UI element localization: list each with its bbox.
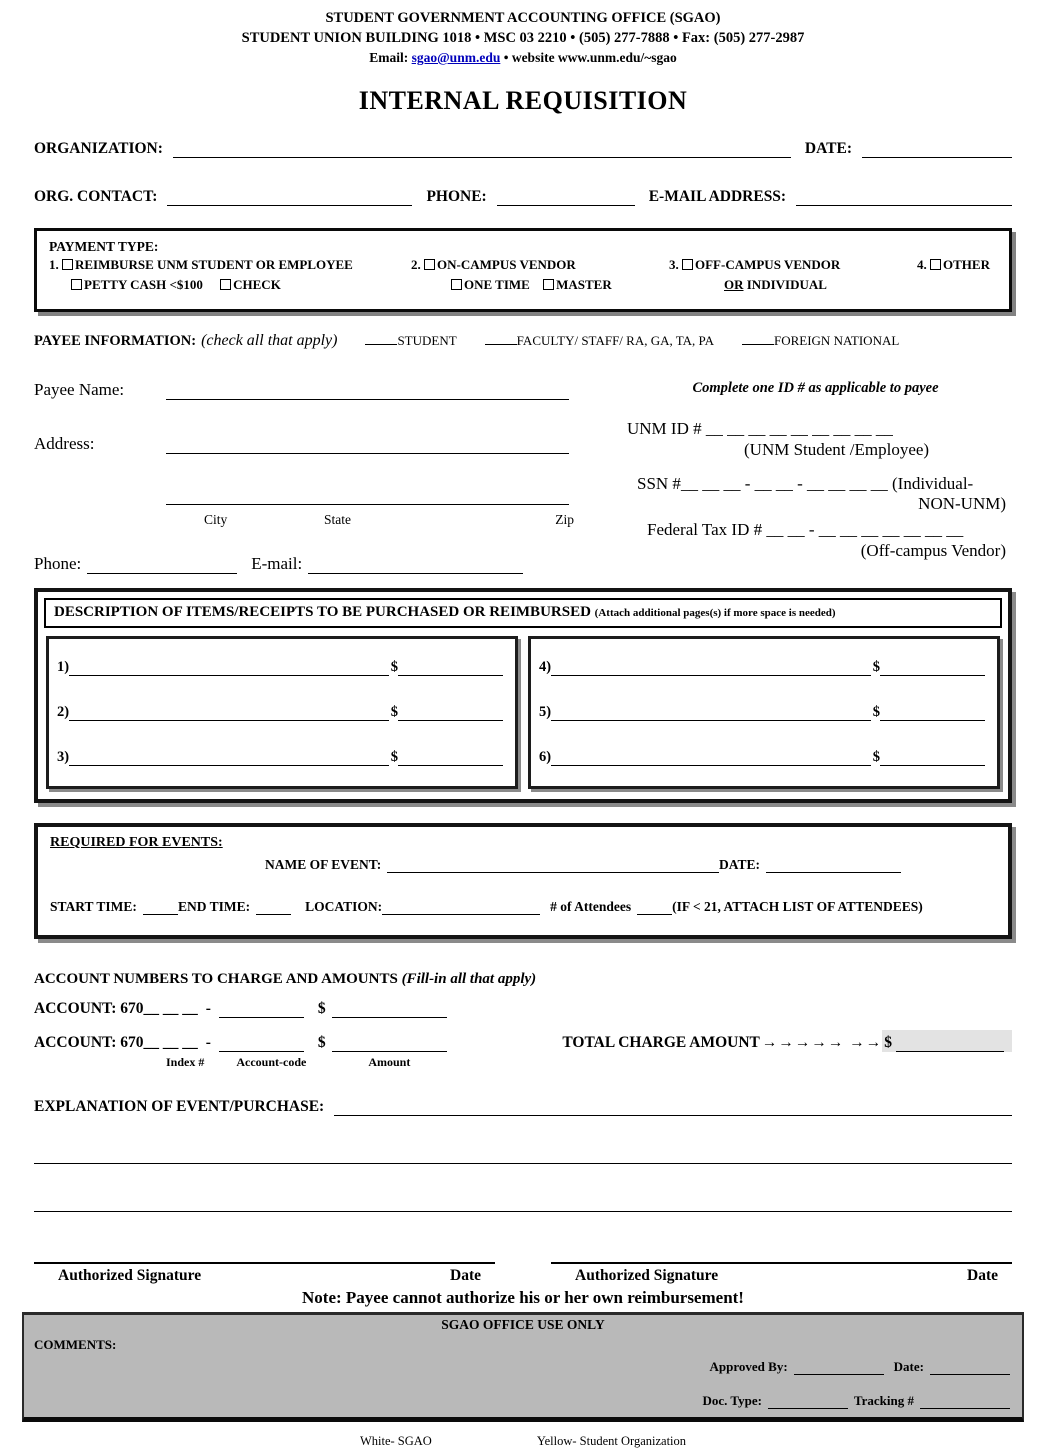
- item-2-desc-field[interactable]: [69, 718, 389, 721]
- payee-faculty-field[interactable]: [485, 343, 517, 345]
- attendees-label: # of Attendees: [550, 899, 632, 914]
- doc-type-label: Doc. Type:: [702, 1393, 762, 1408]
- event-date-field[interactable]: [766, 870, 901, 873]
- account-1-dollar-sign: $: [317, 1000, 326, 1017]
- option-4-number: 4.: [917, 257, 927, 272]
- items-columns: [46, 636, 1000, 789]
- approved-by-label: Approved By:: [709, 1359, 788, 1374]
- event-name-label: NAME OF EVENT:: [265, 857, 382, 872]
- payment-type-heading: PAYMENT TYPE:: [49, 239, 159, 254]
- payee-student-label: STUDENT: [397, 333, 457, 348]
- comments-label: COMMENTS:: [34, 1337, 117, 1352]
- signature-1-date-label: Date: [450, 1267, 481, 1284]
- payee-phone-field[interactable]: [87, 571, 237, 574]
- ssn-field[interactable]: __ __ __ - __ __ - __ __ __ __: [680, 474, 893, 493]
- org-contact-field[interactable]: [167, 203, 412, 206]
- organization-row: [34, 140, 1012, 158]
- item-1-desc-field[interactable]: [69, 673, 389, 676]
- email-link[interactable]: sgao@unm.edu: [411, 50, 501, 65]
- option-1-number: 1.: [49, 257, 59, 272]
- item-3-desc-field[interactable]: [69, 763, 389, 766]
- federal-tax-id-caption: (Off-campus Vendor): [860, 541, 1006, 560]
- city-state-zip-labels: [34, 512, 599, 528]
- signature-section: [34, 1262, 1012, 1285]
- events-heading: REQUIRED FOR EVENTS:: [50, 835, 223, 850]
- payee-left-column: [34, 380, 599, 574]
- payee-student-field[interactable]: [365, 343, 397, 345]
- payee-foreign-field[interactable]: [742, 343, 774, 345]
- email-address-label: E-MAIL ADDRESS:: [648, 188, 787, 205]
- accounts-section: [34, 971, 1012, 1070]
- payment-option-1: [49, 257, 411, 293]
- items-right-box: [528, 636, 1000, 789]
- account-1-dash: -: [205, 1000, 211, 1017]
- payment-option-3: [669, 257, 917, 293]
- letterhead: [34, 10, 1012, 66]
- one-time-label: ONE TIME: [464, 277, 530, 292]
- accounts-heading-note: (Fill-in all that apply): [401, 971, 537, 987]
- address-line2-field[interactable]: [166, 502, 569, 505]
- city-label: City: [204, 512, 228, 527]
- option-3-number: 3.: [669, 257, 679, 272]
- payee-right-column: [599, 380, 1012, 574]
- office-use-heading: SGAO OFFICE USE ONLY: [441, 1317, 605, 1332]
- items-left-box: [46, 636, 518, 789]
- account-2-code-field[interactable]: [219, 1049, 304, 1052]
- address-line2-row: [34, 490, 599, 510]
- item-2-number: 2): [57, 704, 70, 720]
- total-charge-field-highlight: [882, 1030, 1012, 1052]
- payee-phone-label: Phone:: [34, 554, 82, 573]
- checkbox-master[interactable]: [543, 279, 554, 290]
- office-use-fields: [702, 1341, 1010, 1409]
- account-2-dollar-sign: $: [317, 1034, 326, 1051]
- account-1-code-field[interactable]: [219, 1015, 304, 1018]
- white-copy-label: White- SGAO: [359, 1434, 432, 1448]
- total-amount-field[interactable]: [896, 1049, 1004, 1052]
- signature-2-label: Authorized Signature: [575, 1267, 719, 1284]
- date-label: DATE:: [804, 140, 852, 157]
- event-detail-row: [50, 899, 996, 915]
- item-6-amount-field[interactable]: [880, 763, 985, 766]
- office-name: STUDENT GOVERNMENT ACCOUNTING OFFICE (SGAO): [325, 10, 721, 26]
- option-4-label: OTHER: [943, 257, 990, 272]
- federal-tax-id-row: [599, 520, 1012, 540]
- tracking-field[interactable]: [920, 1406, 1010, 1409]
- location-field[interactable]: [382, 912, 540, 915]
- item-row-4: [539, 659, 985, 676]
- date-field[interactable]: [862, 155, 1012, 158]
- items-heading: DESCRIPTION OF ITEMS/RECEIPTS TO BE PURCHASED OR REIMBURSED: [54, 604, 595, 620]
- item-row-6: [539, 749, 985, 766]
- payee-name-row: [34, 380, 599, 400]
- individual-label: INDIVIDUAL: [746, 277, 827, 292]
- payment-type-box: [34, 228, 1012, 312]
- explanation-section: [34, 1098, 1012, 1212]
- item-row-5: [539, 704, 985, 721]
- payee-foreign-label: FOREIGN NATIONAL: [773, 333, 900, 348]
- item-4-number: 4): [539, 659, 552, 675]
- payee-phone-email-row: [34, 554, 599, 574]
- explanation-field-2[interactable]: [34, 1163, 1012, 1164]
- account-1-label: ACCOUNT: 670: [34, 1000, 144, 1017]
- address-line1-field[interactable]: [166, 451, 569, 454]
- total-charge-arrows: →→→→→ →→: [761, 1034, 883, 1051]
- org-contact-row: [34, 188, 1012, 206]
- checkbox-petty-cash[interactable]: [71, 279, 82, 290]
- payee-authorization-note: Note: Payee cannot authorize his or her own reimbursement!: [302, 1288, 744, 1307]
- start-time-field[interactable]: [143, 912, 178, 915]
- email-label: Email:: [369, 50, 412, 65]
- attendees-field[interactable]: [637, 912, 672, 915]
- tracking-label: Tracking #: [853, 1393, 914, 1408]
- payee-info-heading-row: [34, 332, 1012, 350]
- address-label: Address:: [34, 434, 95, 453]
- checkbox-on-campus-vendor[interactable]: [424, 259, 435, 270]
- item-5-dollar-sign: $: [872, 704, 880, 720]
- check-label: CHECK: [233, 277, 281, 292]
- payee-details: [34, 380, 1012, 574]
- attendees-note: (IF < 21, ATTACH LIST OF ATTENDEES): [672, 899, 923, 914]
- explanation-heading-row: [34, 1098, 1012, 1116]
- event-date-label: DATE:: [718, 857, 760, 872]
- id-note: Complete one ID # as applicable to payee: [692, 380, 939, 396]
- copy-distribution-footer: [34, 1434, 1012, 1449]
- unm-id-label: UNM ID #: [627, 419, 706, 438]
- checkbox-reimburse[interactable]: [62, 259, 73, 270]
- item-1-amount-field[interactable]: [398, 673, 503, 676]
- event-name-row: [50, 857, 996, 873]
- payee-name-field[interactable]: [166, 397, 569, 400]
- item-5-amount-field[interactable]: [880, 718, 985, 721]
- email-address-field[interactable]: [796, 203, 1012, 206]
- approved-date-field[interactable]: [930, 1372, 1010, 1375]
- start-time-label: START TIME:: [50, 899, 137, 914]
- payee-name-label: Payee Name:: [34, 380, 125, 399]
- checkbox-off-campus-vendor[interactable]: [682, 259, 693, 270]
- org-contact-label: ORG. CONTACT:: [34, 188, 158, 205]
- item-2-amount-field[interactable]: [398, 718, 503, 721]
- approved-date-label: Date:: [893, 1359, 924, 1374]
- item-6-dollar-sign: $: [872, 749, 880, 765]
- items-section: [34, 588, 1012, 803]
- office-address: STUDENT UNION BUILDING 1018 • MSC 03 2210 • (505) 277-7888 • Fax: (505) 277-2987: [241, 30, 805, 46]
- website-text: • website www.unm.edu/~sgao: [500, 50, 677, 65]
- payee-email-field[interactable]: [308, 571, 523, 574]
- payee-faculty-label: FACULTY/ STAFF/ RA, GA, TA, PA: [516, 333, 714, 348]
- doc-type-field[interactable]: [768, 1406, 848, 1409]
- item-4-desc-field[interactable]: [551, 673, 871, 676]
- account-2-label: ACCOUNT: 670: [34, 1034, 144, 1051]
- index-label: Index #: [166, 1055, 205, 1069]
- account-row-1: [34, 1000, 1012, 1018]
- office-use-box: [22, 1312, 1024, 1422]
- accounts-heading-row: [34, 971, 1012, 988]
- account-2-amount-field[interactable]: [332, 1049, 447, 1052]
- option-1-label: REIMBURSE UNM STUDENT OR EMPLOYEE: [75, 257, 353, 272]
- federal-tax-id-label: Federal Tax ID #: [647, 520, 767, 539]
- checkbox-one-time[interactable]: [451, 279, 462, 290]
- accounts-heading: ACCOUNT NUMBERS TO CHARGE AND AMOUNTS: [34, 971, 402, 987]
- payee-email-label: E-mail:: [251, 554, 303, 573]
- end-time-label: END TIME:: [177, 899, 251, 914]
- item-2-dollar-sign: $: [390, 704, 398, 720]
- zip-label: Zip: [555, 512, 574, 527]
- event-name-field[interactable]: [387, 870, 719, 873]
- ssn-label: SSN #: [637, 474, 681, 493]
- ssn-row: [599, 474, 1012, 494]
- organization-label: ORGANIZATION:: [34, 140, 163, 157]
- explanation-heading: EXPLANATION OF EVENT/PURCHASE:: [34, 1098, 325, 1115]
- total-charge-block: [562, 1030, 1012, 1052]
- unm-id-row: [599, 419, 1012, 439]
- account-1-amount-field[interactable]: [332, 1015, 447, 1018]
- item-3-dollar-sign: $: [390, 749, 398, 765]
- phone-field[interactable]: [497, 203, 635, 206]
- payment-option-2: [411, 257, 669, 293]
- items-heading-bar: [44, 598, 1002, 628]
- petty-cash-label: PETTY CASH <$100: [84, 277, 203, 292]
- master-label: MASTER: [556, 277, 612, 292]
- item-3-amount-field[interactable]: [398, 763, 503, 766]
- item-1-dollar-sign: $: [390, 659, 398, 675]
- federal-tax-id-field[interactable]: __ __ - __ __ __ __ __ __ __: [766, 520, 964, 539]
- signature-group-1: [34, 1262, 495, 1285]
- payment-options-row: [49, 257, 999, 293]
- amount-label: Amount: [368, 1055, 411, 1069]
- explanation-field-1[interactable]: [334, 1113, 1012, 1116]
- events-section: [34, 823, 1012, 939]
- payee-info-heading: PAYEE INFORMATION:: [34, 333, 197, 349]
- item-5-desc-field[interactable]: [551, 718, 871, 721]
- page-title: INTERNAL REQUISITION: [358, 86, 688, 115]
- payment-option-4: [917, 257, 999, 293]
- state-label: State: [324, 512, 351, 527]
- account-1-index-field[interactable]: __ __ __: [143, 1000, 198, 1017]
- item-5-number: 5): [539, 704, 552, 720]
- item-4-dollar-sign: $: [872, 659, 880, 675]
- ssn-caption-2: NON-UNM): [918, 494, 1006, 513]
- account-2-dash: -: [205, 1034, 211, 1051]
- signature-1-label: Authorized Signature: [58, 1267, 202, 1284]
- items-heading-note: (Attach additional pages(s) if more space is needed): [594, 607, 836, 619]
- approved-by-field[interactable]: [794, 1372, 884, 1375]
- account-sublabels: [34, 1055, 1012, 1070]
- total-charge-label: TOTAL CHARGE AMOUNT: [562, 1034, 760, 1051]
- item-row-1: [57, 659, 503, 676]
- approved-row: [702, 1359, 1010, 1375]
- checkbox-check[interactable]: [220, 279, 231, 290]
- account-code-label: Account-code: [236, 1055, 307, 1069]
- doc-type-row: [702, 1393, 1010, 1409]
- phone-label: PHONE:: [426, 188, 487, 205]
- account-row-2: [34, 1030, 1012, 1052]
- or-label: OR: [724, 277, 744, 292]
- location-label: LOCATION:: [305, 899, 383, 914]
- signature-2-date-label: Date: [967, 1267, 998, 1284]
- address-row: [34, 434, 599, 454]
- item-6-desc-field[interactable]: [551, 763, 871, 766]
- item-3-number: 3): [57, 749, 70, 765]
- signature-group-2: [551, 1262, 1012, 1285]
- item-6-number: 6): [539, 749, 552, 765]
- item-row-2: [57, 704, 503, 721]
- item-4-amount-field[interactable]: [880, 673, 985, 676]
- item-row-3: [57, 749, 503, 766]
- yellow-copy-label: Yellow- Student Organization: [536, 1434, 687, 1448]
- unm-id-field[interactable]: __ __ __ __ __ __ __ __ __: [705, 419, 893, 438]
- option-2-label: ON-CAMPUS VENDOR: [437, 257, 576, 272]
- explanation-field-3[interactable]: [34, 1211, 1012, 1212]
- payee-info-note: (check all that apply): [201, 332, 338, 349]
- option-3-label: OFF-CAMPUS VENDOR: [695, 257, 841, 272]
- checkbox-other[interactable]: [930, 259, 941, 270]
- unm-id-caption: (UNM Student /Employee): [744, 440, 930, 459]
- item-1-number: 1): [57, 659, 70, 675]
- account-2-index-field[interactable]: __ __ __: [143, 1034, 198, 1051]
- end-time-field[interactable]: [256, 912, 291, 915]
- organization-field[interactable]: [173, 155, 791, 158]
- office-contact-line: [34, 50, 1012, 66]
- total-dollar-sign: $: [884, 1034, 892, 1051]
- option-2-number: 2.: [411, 257, 421, 272]
- ssn-caption-1: (Individual-: [892, 474, 974, 493]
